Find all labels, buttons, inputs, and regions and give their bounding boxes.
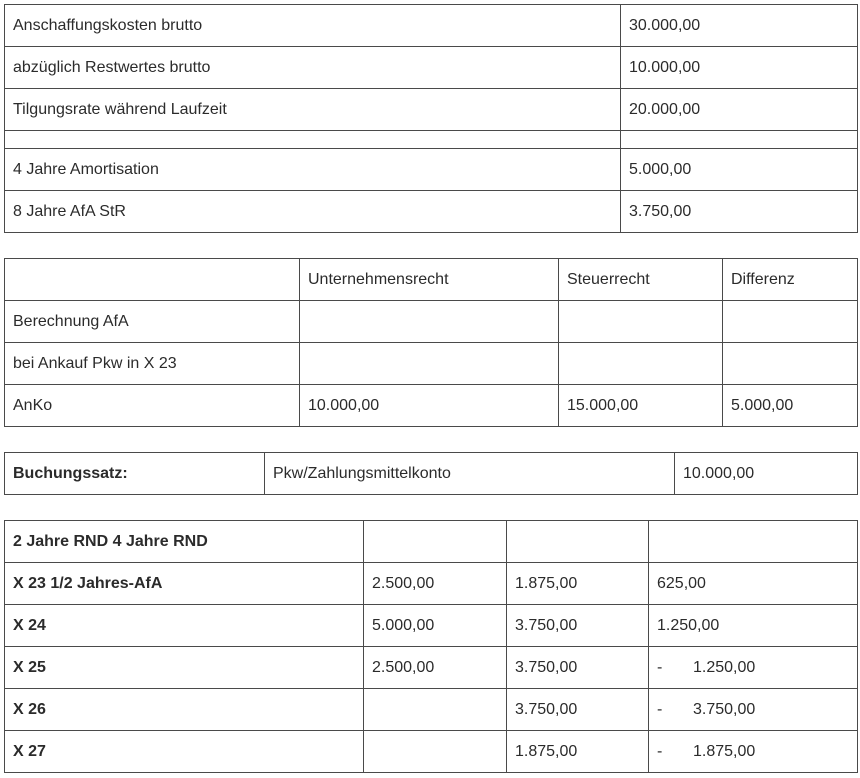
cell (723, 343, 858, 385)
sign: - (657, 742, 663, 760)
afa-comparison-table (4, 258, 858, 427)
row-label: 4 Jahre Amortisation (5, 149, 621, 191)
ur-cell (364, 731, 507, 773)
booking-account: Pkw/Zahlungsmittelkonto (265, 453, 675, 495)
booking-entry-table (4, 452, 858, 495)
sign: - (657, 700, 663, 718)
header-cell (364, 521, 507, 563)
diff-value: 625,00 (657, 574, 706, 592)
diff-cell (649, 563, 858, 605)
row-label: Tilgungsrate während Laufzeit (5, 89, 621, 131)
table-header-row (5, 259, 858, 301)
table-row (5, 191, 858, 233)
cell: 10.000,00 (300, 385, 559, 427)
header-cell: Differenz (723, 259, 858, 301)
header-cell: Steuerrecht (559, 259, 723, 301)
year-cell: X 25 (5, 647, 364, 689)
cell (559, 301, 723, 343)
row-label: abzüglich Restwertes brutto (5, 47, 621, 89)
diff-value: 3.750,00 (693, 700, 756, 718)
cell (300, 343, 559, 385)
diff-value: 1.250,00 (693, 658, 756, 676)
diff-cell (649, 689, 858, 731)
table-row (5, 343, 858, 385)
cell: 5.000,00 (723, 385, 858, 427)
ur-cell: 2.500,00 (364, 647, 507, 689)
table-row (5, 605, 858, 647)
header-cell (5, 259, 300, 301)
diff-cell (649, 605, 858, 647)
diff-value: 1.250,00 (657, 616, 720, 634)
row-label: 8 Jahre AfA StR (5, 191, 621, 233)
str-cell: 1.875,00 (507, 563, 649, 605)
cell (300, 301, 559, 343)
row-label: Anschaffungskosten brutto (5, 5, 621, 47)
str-cell: 3.750,00 (507, 647, 649, 689)
str-cell: 3.750,00 (507, 689, 649, 731)
booking-label: Buchungssatz: (5, 453, 265, 495)
header-cell (507, 521, 649, 563)
table-row (5, 89, 858, 131)
sign: - (657, 658, 663, 676)
year-cell: X 26 (5, 689, 364, 731)
ur-cell: 2.500,00 (364, 563, 507, 605)
row-value: 30.000,00 (621, 5, 858, 47)
table-row (5, 453, 858, 495)
cell: 15.000,00 (559, 385, 723, 427)
row-value (621, 131, 858, 149)
header-cell (649, 521, 858, 563)
ur-cell (364, 689, 507, 731)
booking-amount: 10.000,00 (675, 453, 858, 495)
year-cell: X 23 1/2 Jahres-AfA (5, 563, 364, 605)
table-row (5, 689, 858, 731)
year-cell: X 27 (5, 731, 364, 773)
table-row (5, 5, 858, 47)
row-value: 5.000,00 (621, 149, 858, 191)
table-row (5, 647, 858, 689)
row-label: Berechnung AfA (5, 301, 300, 343)
cell (559, 343, 723, 385)
ur-cell: 5.000,00 (364, 605, 507, 647)
row-value: 10.000,00 (621, 47, 858, 89)
table-row (5, 47, 858, 89)
diff-cell (649, 647, 858, 689)
year-cell: X 24 (5, 605, 364, 647)
table-row (5, 731, 858, 773)
header-cell: 2 Jahre RND 4 Jahre RND (5, 521, 364, 563)
str-cell: 1.875,00 (507, 731, 649, 773)
row-value: 20.000,00 (621, 89, 858, 131)
diff-cell (649, 731, 858, 773)
table-row (5, 301, 858, 343)
header-cell: Unternehmensrecht (300, 259, 559, 301)
cell (723, 301, 858, 343)
table-row-spacer (5, 131, 858, 149)
table-header-row (5, 521, 858, 563)
table-row (5, 563, 858, 605)
row-label: bei Ankauf Pkw in X 23 (5, 343, 300, 385)
diff-value: 1.875,00 (693, 742, 756, 760)
str-cell: 3.750,00 (507, 605, 649, 647)
amortisation-table (4, 4, 858, 233)
table-row (5, 149, 858, 191)
table-row (5, 385, 858, 427)
row-label (5, 131, 621, 149)
row-label: AnKo (5, 385, 300, 427)
depreciation-schedule-table (4, 520, 858, 773)
row-value: 3.750,00 (621, 191, 858, 233)
